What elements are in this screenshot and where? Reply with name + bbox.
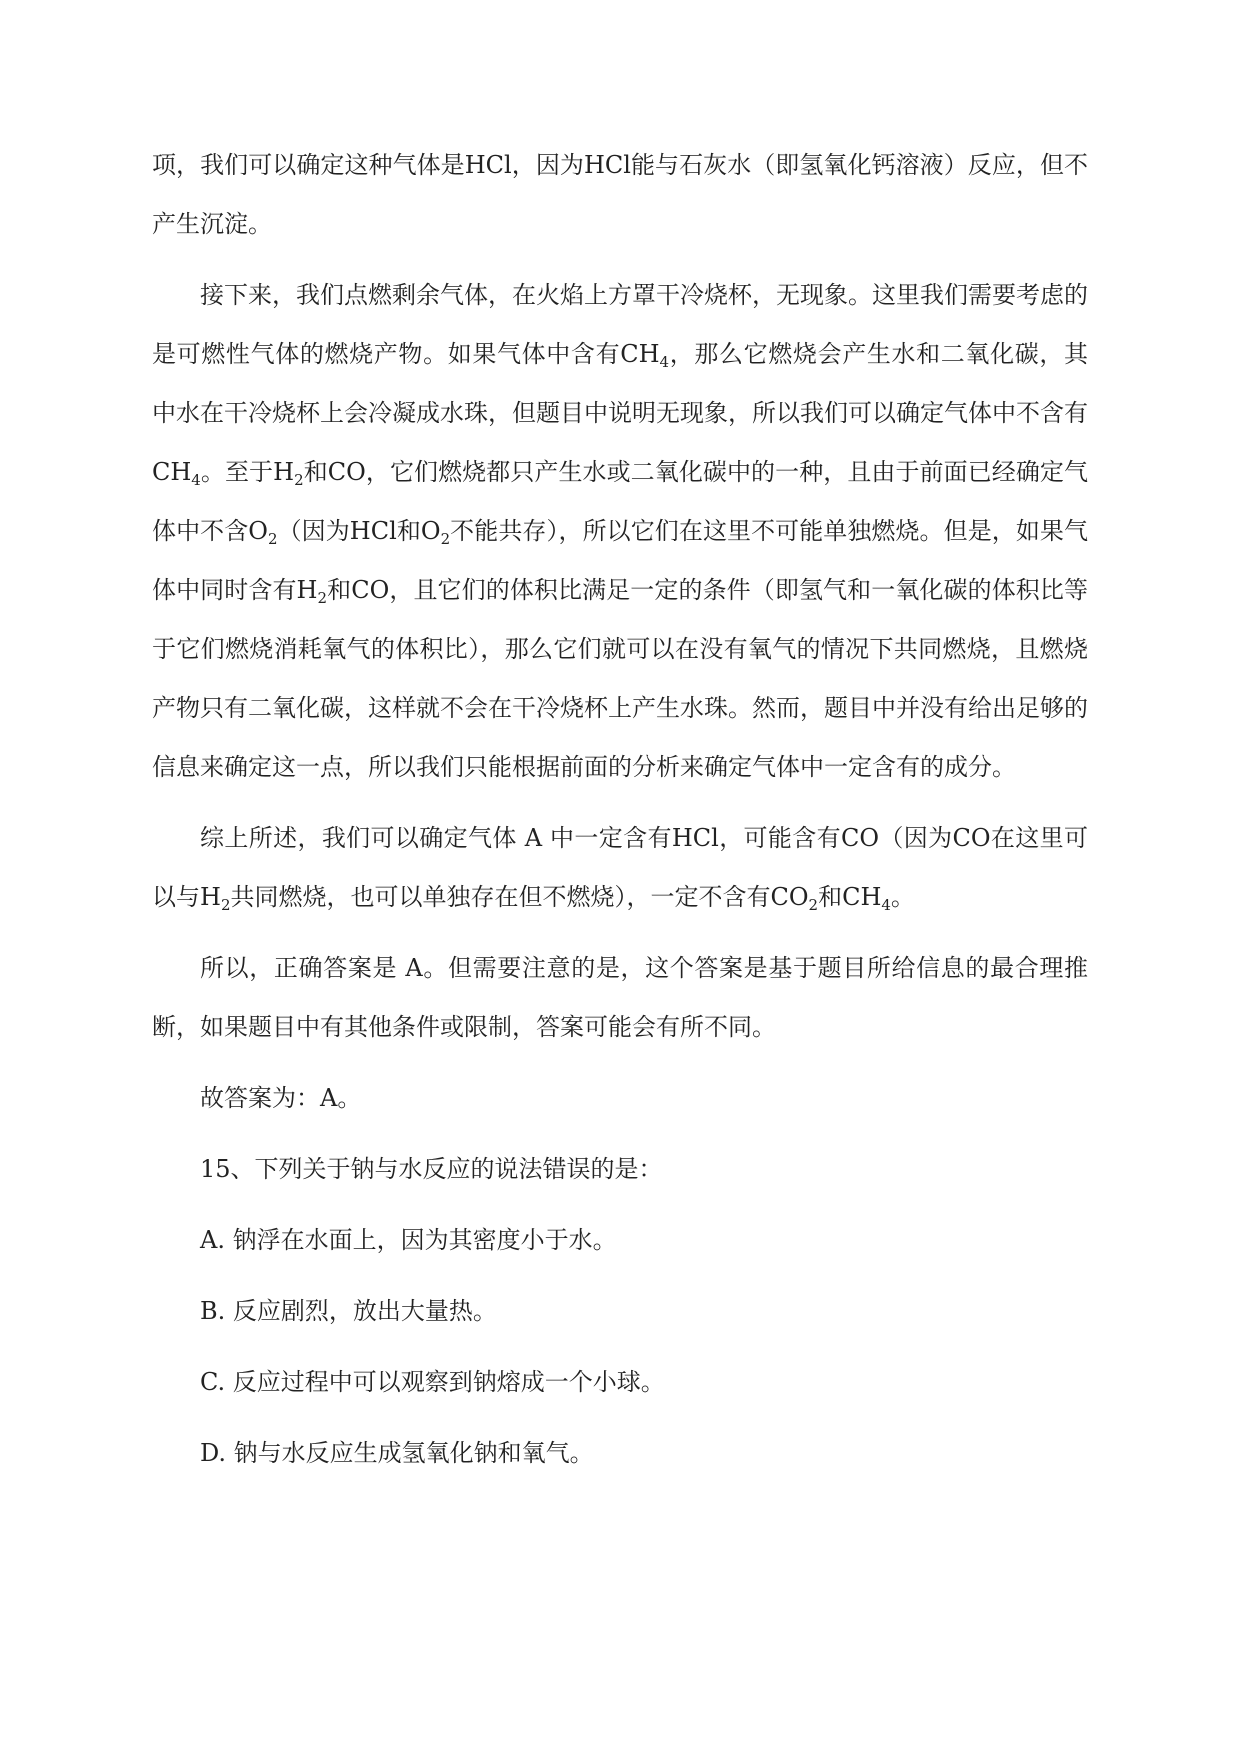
document-body bbox=[152, 136, 1088, 1483]
paragraph-summary bbox=[152, 809, 1088, 927]
text-run: 综上所述，我们可以确定气体 A 中一定含有HCl，可能含有CO（因为CO在这里可以与H bbox=[152, 824, 1088, 911]
paragraph-gap bbox=[152, 927, 1088, 939]
question-15-stem bbox=[152, 1140, 1088, 1199]
paragraph-gap bbox=[152, 1128, 1088, 1140]
option-d bbox=[152, 1424, 1088, 1483]
text-run: ，那么它燃烧会产生水和二氧化碳，其中水在干冷烧杯上会冷凝成水珠，但题目中说明无现象，所以我们可以确定气体中不含有CH bbox=[152, 340, 1088, 486]
option-a bbox=[152, 1211, 1088, 1270]
paragraph-gap bbox=[152, 1199, 1088, 1211]
text-run: 故答案为：A。 bbox=[200, 1084, 362, 1112]
subscript: 4 bbox=[659, 353, 670, 371]
paragraph-gap bbox=[152, 1270, 1088, 1282]
text-run: 。 bbox=[890, 883, 915, 911]
text-run: 不能共存），所以它们在这里不可能单独燃烧。但是，如果气体中同时含有H bbox=[152, 517, 1088, 604]
text-run: 共同燃烧，也可以单独存在但不燃烧），一定不含有CO bbox=[230, 883, 809, 911]
text-run: 所以，正确答案是 A。但需要注意的是，这个答案是基于题目所给信息的最合理推断，如果题目中有其他条件或限制，答案可能会有所不同。 bbox=[152, 954, 1088, 1041]
subscript: 2 bbox=[220, 896, 231, 914]
paragraph-gap bbox=[152, 797, 1088, 809]
paragraph-gap bbox=[152, 1341, 1088, 1353]
paragraph-gap bbox=[152, 1412, 1088, 1424]
text-run: D. 钠与水反应生成氢氧化钠和氧气。 bbox=[200, 1439, 594, 1467]
text-run: 和CO，它们燃烧都只产生水或二氧化碳中的一种，且由于前面已经确定气体中不含O bbox=[152, 458, 1088, 545]
subscript: 4 bbox=[191, 471, 201, 489]
option-b bbox=[152, 1282, 1088, 1341]
subscript: 2 bbox=[294, 471, 304, 489]
subscript: 4 bbox=[881, 896, 891, 914]
text-run: 接下来，我们点燃剩余气体，在火焰上方罩干冷烧杯，无现象。这里我们需要考虑的是可燃性气体的燃烧产物。如果气体中含有CH bbox=[152, 281, 1088, 368]
text-run: 和CO，且它们的体积比满足一定的条件（即氢气和一氧化碳的体积比等于它们燃烧消耗氧气的体积比），那么它们就可以在没有氧气的情况下共同燃烧，且燃烧产物只有二氧化碳，这样就不会在干冷烧杯上产生水珠。然而，题目中并没有给出足够的信息来确定这一点，所以我们只能根据前面的分析来确定气体中一定含有的成分。 bbox=[152, 576, 1088, 781]
paragraph-gap bbox=[152, 1057, 1088, 1069]
text-run: 。至于H bbox=[200, 458, 295, 486]
option-c bbox=[152, 1353, 1088, 1412]
subscript: 2 bbox=[267, 530, 278, 548]
subscript: 2 bbox=[808, 896, 819, 914]
text-run: 和CH bbox=[818, 883, 882, 911]
text-run: A. 钠浮在水面上，因为其密度小于水。 bbox=[200, 1226, 617, 1254]
paragraph-answer bbox=[152, 1069, 1088, 1128]
subscript: 2 bbox=[440, 530, 451, 548]
text-run: C. 反应过程中可以观察到钠熔成一个小球。 bbox=[200, 1368, 665, 1396]
paragraph-combustion-analysis bbox=[152, 266, 1088, 797]
text-run: （因为HCl和O bbox=[277, 517, 441, 545]
paragraph-gap bbox=[152, 254, 1088, 266]
paragraph-conclusion bbox=[152, 939, 1088, 1057]
subscript: 2 bbox=[317, 589, 328, 607]
paragraph-continuation bbox=[152, 136, 1088, 254]
text-run: B. 反应剧烈，放出大量热。 bbox=[200, 1297, 497, 1325]
text-run: 15、下列关于钠与水反应的说法错误的是： bbox=[200, 1155, 663, 1183]
text-run: 项，我们可以确定这种气体是HCl，因为HCl能与石灰水（即氢氧化钙溶液）反应，但不产生沉淀。 bbox=[152, 151, 1088, 238]
